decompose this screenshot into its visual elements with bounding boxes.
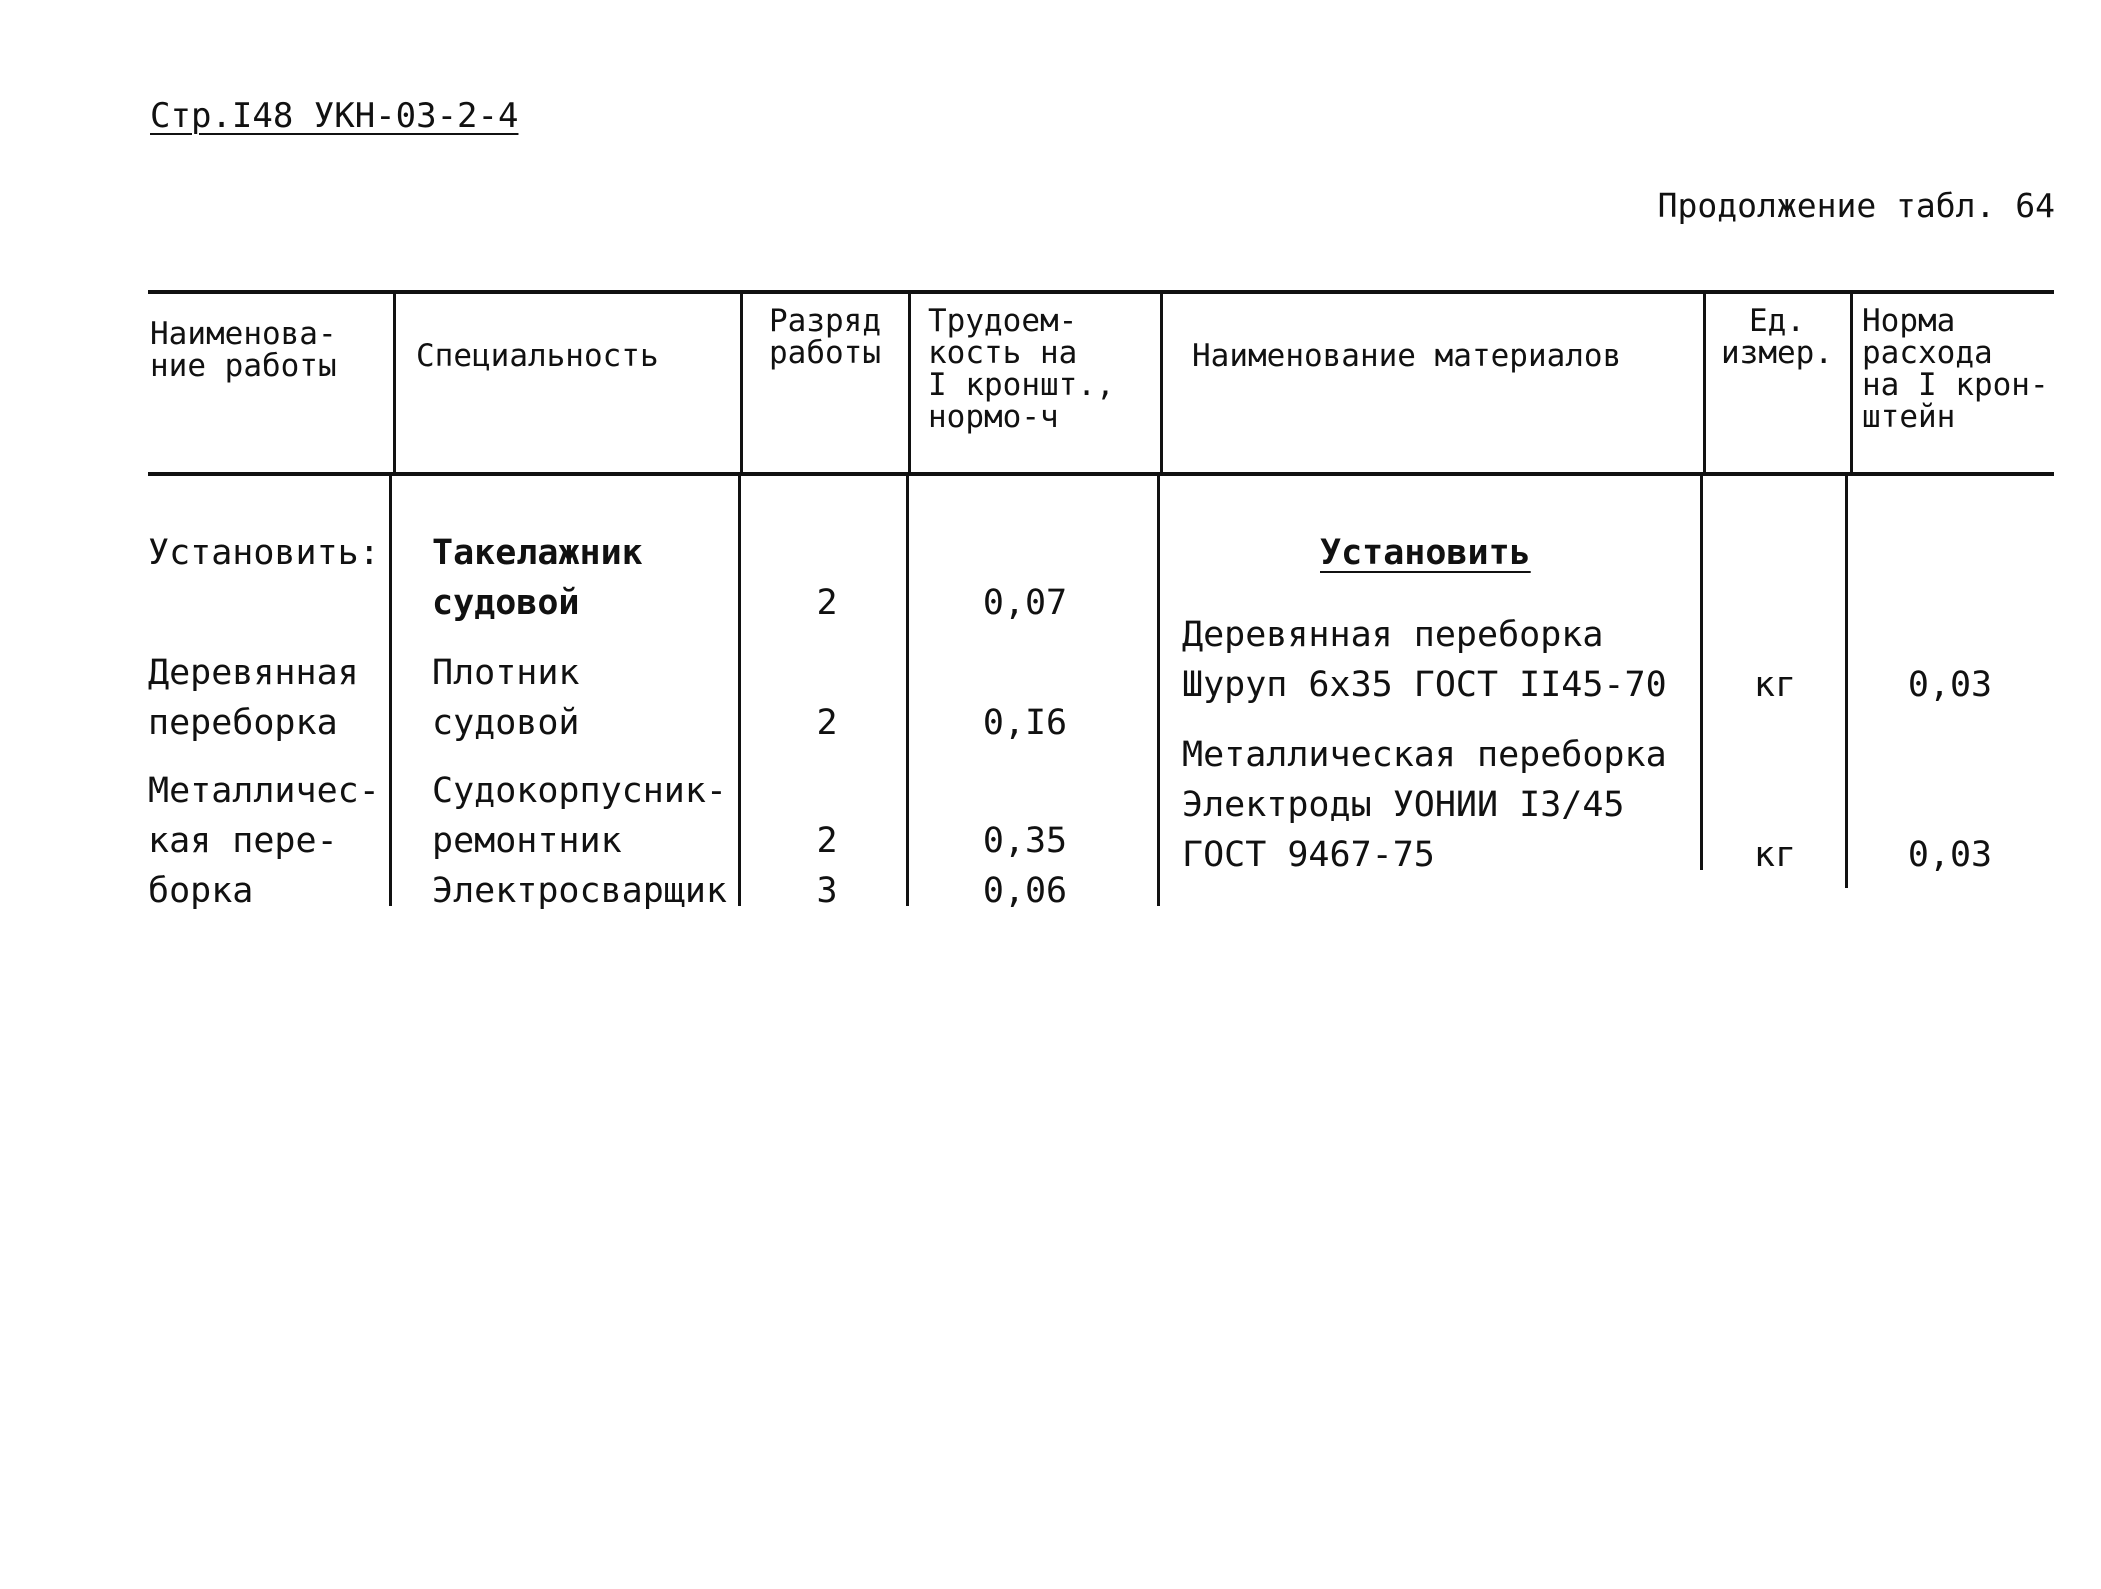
material-electrodes-gost: ГОСТ 9467-75 <box>1182 835 1435 875</box>
material-screw: Шуруп 6х35 ГОСТ II45-70 <box>1182 665 1667 705</box>
unit-value: кг <box>1753 835 1797 875</box>
material-wooden-title: Деревянная переборка <box>1182 615 1604 655</box>
labor-value: 0,06 <box>982 871 1068 911</box>
labor-value: 0,35 <box>982 821 1068 861</box>
header-grade: Разряд работы <box>769 303 881 371</box>
norm-value: 0,03 <box>1907 665 1993 705</box>
unit-value: кг <box>1753 665 1797 705</box>
col-divider-1-body <box>389 474 392 906</box>
col-divider-5-body <box>1700 474 1703 870</box>
header-unit: Ед. измер. <box>1721 303 1833 371</box>
grade-value: 2 <box>816 821 838 861</box>
header-specialty: Специальность <box>416 338 659 374</box>
grade-value: 3 <box>816 871 838 911</box>
specialty-ship-rigger: Такелажник судовой <box>432 533 643 623</box>
header-work-name: Наименова- ние работы <box>150 316 337 384</box>
grade-value: 2 <box>816 703 838 743</box>
header-consumption-norm: Норма расхода на I крон- штейн <box>1862 303 2049 435</box>
col-divider-5-header <box>1703 290 1706 472</box>
table-continuation-label: Продолжение табл. 64 <box>1657 186 2055 225</box>
page-reference: Стр.I48 УКН-03-2-4 <box>150 96 519 136</box>
labor-value: 0,I6 <box>982 703 1068 743</box>
work-install: Установить: <box>148 533 380 573</box>
col-divider-3-body <box>906 474 909 906</box>
header-labor-intensity: Трудоем- кость на I кроншт., нормо-ч <box>928 303 1115 435</box>
col-divider-1-header <box>393 290 396 472</box>
header-material-name: Наименование материалов <box>1192 338 1622 374</box>
col-divider-2-header <box>740 290 743 472</box>
grade-value: 2 <box>816 583 838 623</box>
col-divider-2-body <box>738 474 741 906</box>
specialty-ship-carpenter: Плотник судовой <box>432 653 580 743</box>
labor-value: 0,07 <box>982 583 1068 623</box>
specialty-hull-repairer: Судокорпусник- ремонтник <box>432 771 728 861</box>
col-divider-6-body <box>1845 474 1848 888</box>
header-bottom-rule <box>148 472 2054 476</box>
work-wooden-partition: Деревянная переборка <box>148 653 359 743</box>
specialty-electric-welder: Электросварщик <box>432 871 728 911</box>
material-electrodes: Электроды УОНИИ I3/45 <box>1182 785 1625 825</box>
col-divider-4-body <box>1157 474 1160 906</box>
col-divider-6-header <box>1850 290 1853 472</box>
work-metal-partition: Металличес- кая пере- борка <box>148 771 380 911</box>
col-divider-4-header <box>1160 290 1163 472</box>
material-metal-title: Металлическая переборка <box>1182 735 1667 775</box>
norm-value: 0,03 <box>1907 835 1993 875</box>
table-top-rule <box>148 290 2054 294</box>
col-divider-3-header <box>908 290 911 472</box>
materials-heading: Установить <box>1320 533 1531 573</box>
